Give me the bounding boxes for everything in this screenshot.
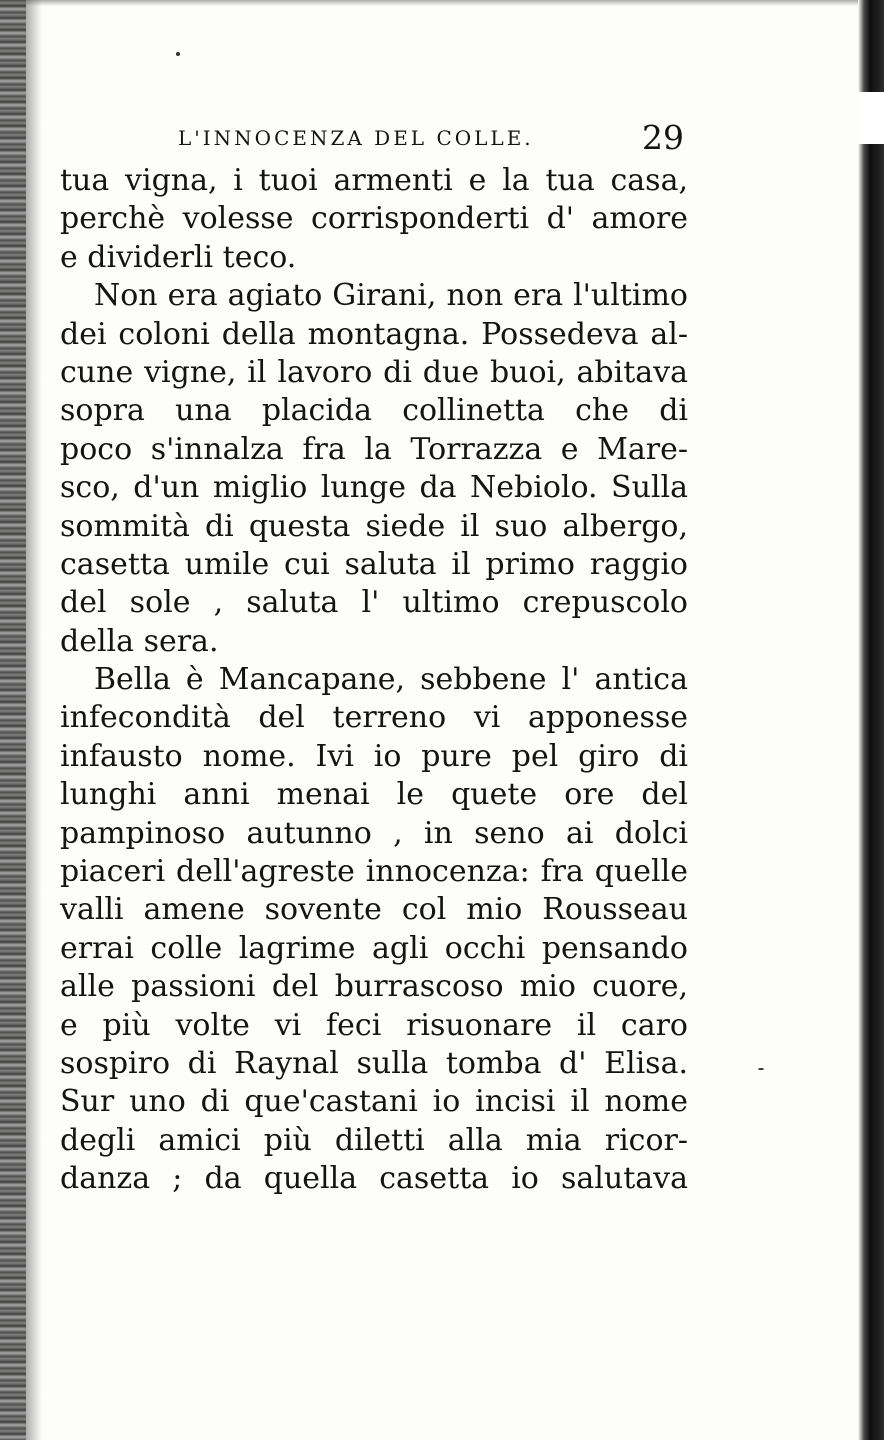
text-line: infecondità del terreno vi apponesse (60, 700, 688, 736)
top-page-edge (26, 0, 858, 6)
page-number: 29 (642, 118, 684, 157)
text-line: lunghi anni menai le quete ore del (60, 777, 688, 813)
text-line: casetta umile cui saluta il primo raggio (60, 546, 688, 582)
left-edge-shadow (26, 0, 42, 1440)
text-line: perchè volesse corrisponderti d' amore (60, 201, 688, 237)
text-line: Bella è Mancapane, sebbene l' antica (94, 662, 688, 698)
text-line: errai colle lagrime agli occhi pensando (60, 930, 688, 966)
text-line: della sera. (60, 623, 219, 659)
text-line: dei coloni della montagna. Possedeva al- (60, 316, 688, 352)
text-line: e più volte vi feci risuonare il caro (60, 1007, 688, 1043)
text-line: sommità di questa siede il suo albergo, (60, 508, 688, 544)
text-line: valli amene sovente col mio Rousseau (60, 892, 688, 928)
left-page-edge (0, 0, 26, 1440)
running-title: L'INNOCENZA DEL COLLE. (178, 126, 534, 150)
text-line: cune vigne, il lavoro di due buoi, abitava (60, 354, 688, 390)
text-line: tua vigna, i tuoi armenti e la tua casa, (60, 163, 688, 198)
text-line: pampinoso autunno , in seno ai dolci (60, 815, 688, 851)
text-line: del sole , saluta l' ultimo crepuscolo (60, 585, 688, 621)
text-line: degli amici più diletti alla mia ricor- (60, 1122, 688, 1158)
scan-speck (176, 52, 180, 56)
text-line: sco, d'un miglio lunge da Nebiolo. Sulla (60, 470, 688, 506)
text-line: e dividerli teco. (60, 239, 297, 275)
text-line: alle passioni del burrascoso mio cuore, (60, 969, 688, 1005)
text-line: danza ; da quella casetta io salutava (60, 1161, 688, 1197)
text-line: Sur uno di que'castani io incisi il nome (60, 1084, 688, 1120)
text-line: piaceri dell'agreste innocenza: fra quelle (60, 854, 688, 890)
text-line: poco s'innalza fra la Torrazza e Mare- (60, 431, 688, 467)
scan-speck (758, 1068, 764, 1070)
body-text (60, 162, 688, 1199)
right-edge-gap (858, 92, 884, 144)
text-line: sopra una placida collinetta che di (60, 393, 688, 429)
text-line: Non era agiato Girani, non era l'ultimo (94, 278, 688, 314)
page-header (60, 118, 690, 162)
right-page-edge (858, 0, 884, 1440)
text-line: infausto nome. Ivi io pure pel giro di (60, 738, 688, 774)
text-line: sospiro di Raynal sulla tomba d' Elisa. (60, 1045, 688, 1081)
